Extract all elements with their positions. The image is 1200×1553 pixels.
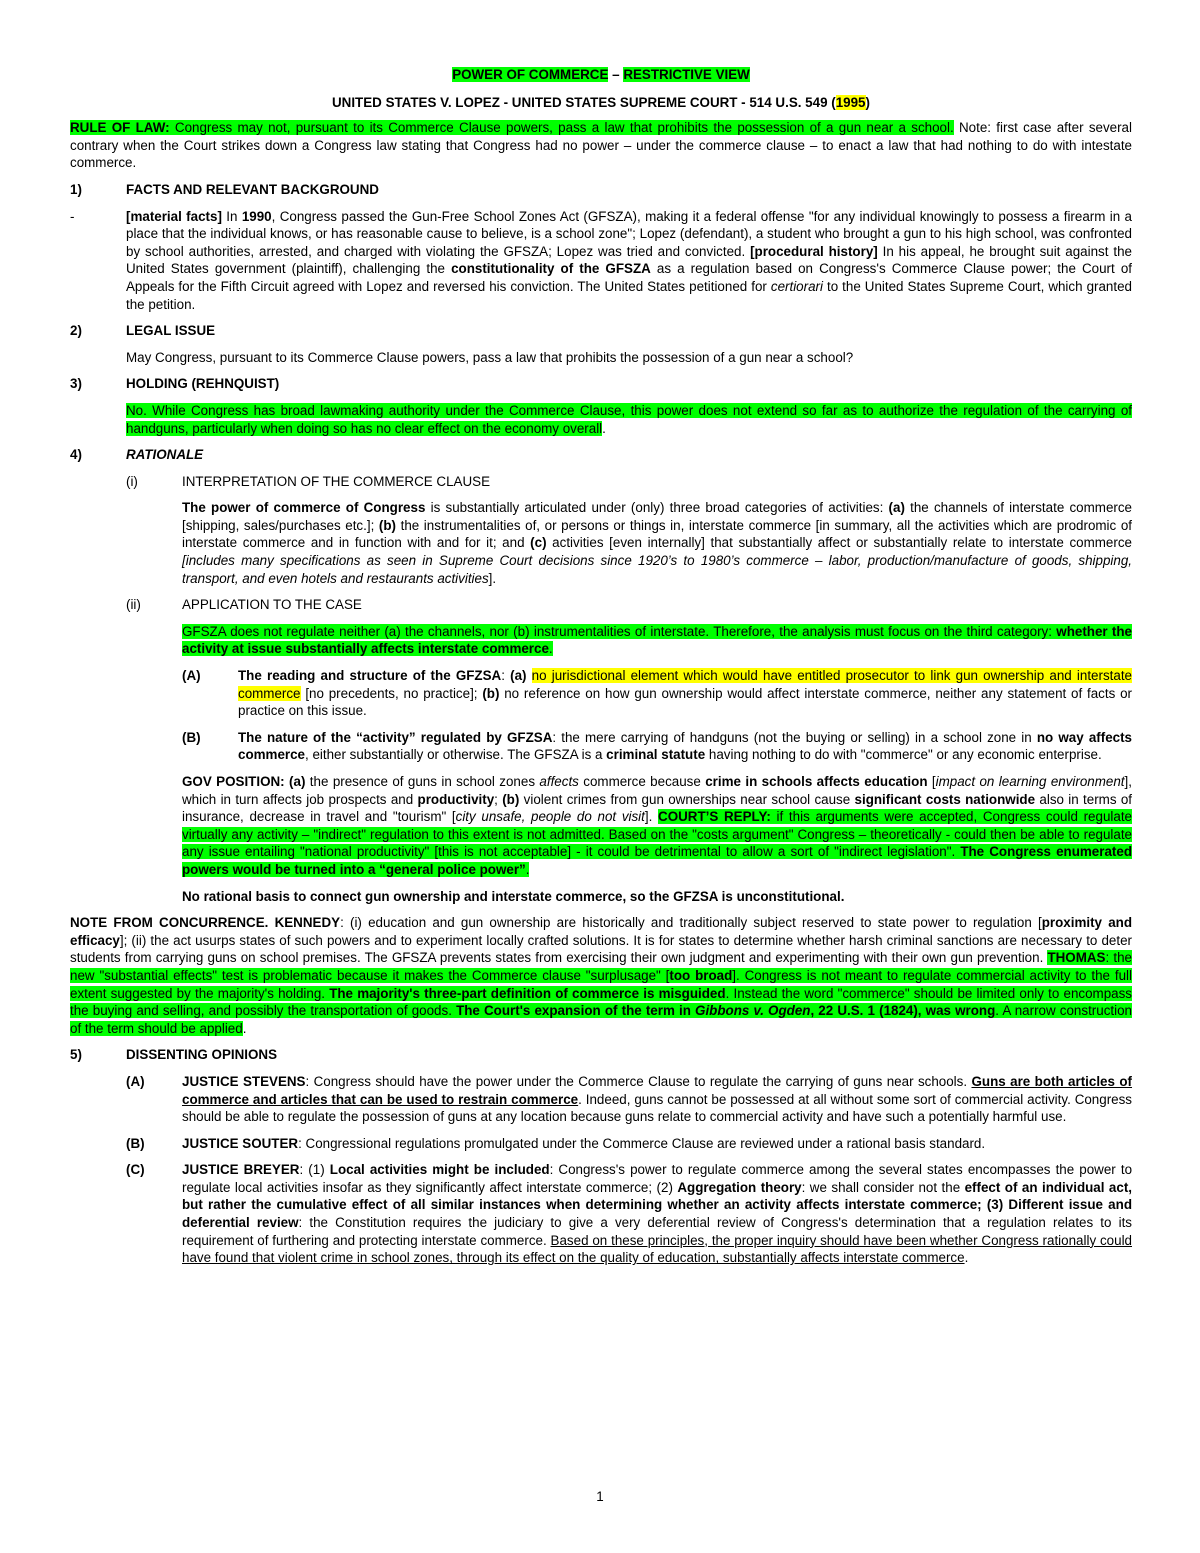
text-italic: [includes many specifications as seen in Supreme Court decisions since 1920’s to 1980’s commerce – labor, production/manufacture of goods, shipping, transport, and even hotels and restaurants activities [182,553,1132,586]
text-run: . Instead the word "commerce" should be limited only to encompass the buying and selling, and possibly the transportation of goods. [70,985,1132,1019]
text-run: : we shall consider not the [801,1179,965,1195]
text-bold: GOV POSITION: [182,774,285,789]
section-number: 4) [70,447,82,463]
text-run: [no precedents, no practice]; [300,685,483,701]
facts-text: In his appeal, he brought suit against the United States government (plaintiff), challenging the [126,243,1132,277]
concurrence-note [70,914,1132,1037]
text-run: GFSZA does not regulate neither (a) the channels, nor (b) instrumentalities of interstate. Therefore, the analysis must focus on the third category: [182,623,1057,639]
text-run [526,668,531,683]
rule-note: Note: first case after several contrary when the Court strikes down a Congress law stating that Congress had no power – under the commerce clause – to enact a law that had nothing to do with intestate commerce. [70,120,1132,171]
section-heading: RATIONALE [126,447,204,463]
holding-highlight: No. While Congress has broad lawmaking authority under the Commerce Clause, this power does not extend so far as to authorize the regulation of the carrying of handguns, particularly when doing so has no clear effect on the economy overall [126,402,1132,436]
section-rationale [70,446,1132,464]
dissent-b [126,1135,1132,1153]
document-page [70,66,1132,1267]
text-bold-italic: Gibbons v. Ogden [695,1003,811,1019]
facts-year: 1990 [241,208,272,224]
text-bold: The Court's expansion of the term in [456,1003,696,1019]
document-title [70,66,1132,84]
facts-bold: constitutionality of the GFSZA [451,261,651,277]
text-run: if this arguments were accepted, Congress could regulate virtually any activity – "indirect" regulation to this extent is not admitted. Based on the "costs argument" Congress – theoretically - could then be able to regulate any issue entailing "national productivity" [this is not acceptable] - it could be detrimental to allow a sort of "indirect legislation". [182,809,1132,860]
text-run: . [548,641,553,657]
rule-of-law [70,119,1132,172]
text-italic: affects [539,774,579,789]
text-run: . [964,1250,969,1266]
title-part-1: POWER OF COMMERCE [452,67,609,82]
text-run: : Congressional regulations promulgated under the Commerce Clause are reviewed under a rational basis standard. [298,1135,986,1151]
point-label: (B) [182,729,201,745]
holding-text [126,402,1132,437]
section-number: 1) [70,181,82,197]
holding-end: . [602,420,606,436]
text-bold: (b) [378,517,396,533]
text-run: . [525,861,530,877]
text-bold: NOTE FROM CONCURRENCE. KENNEDY [70,915,341,931]
conclusion: No rational basis to connect gun ownership and interstate commerce, so the GFZSA is unconstitutional. [182,888,845,904]
text-bold: significant costs nationwide [854,791,1036,807]
title-part-2: RESTRICTIVE VIEW [623,67,750,82]
case-name: UNITED STATES V. LOPEZ - UNITED STATES SUPREME COURT - 514 U.S. 549 ( [332,94,836,110]
text-bold: The nature of the “activity” regulated by GFZSA [238,729,553,745]
interpretation-text [182,499,1132,587]
facts-text: , Congress passed the Gun-Free School Zones Act (GFSZA), making it a federal offense "for any individual knowingly to possess a firearm in a place that the individual knows, or has reasonable cause to believe, is a school zone"; Lopez (defendant), a student who brought a gun to his high school, was confronted by school authorities, arrested, and charged with violating the GFSZA; Lopez was tried and convicted. [126,208,1132,259]
point-a [182,667,1132,720]
text-run: : Congress's power to regulate commerce among the several states encompasses the power to regulate local activities insofar as they significantly affect interstate commerce; (2) [182,1162,1133,1195]
section-facts [70,181,1132,199]
text-run: : (1) [299,1162,330,1178]
text-bold: Aggregation theory [677,1179,802,1195]
case-year: 1995 [835,94,866,110]
facts-text: In [221,208,242,224]
section-heading: HOLDING (REHNQUIST) [126,376,280,392]
bullet-dash: - [70,208,75,224]
text-bold: The majority's three-part definition of commerce is misguided [329,985,726,1001]
text-bold: The power of commerce of Congress [182,500,426,516]
text-bold: crime in schools affects education [705,774,928,789]
text-run: [ [927,774,936,789]
text-run: commerce because [578,774,706,789]
text-bold: JUSTICE SOUTER [182,1135,299,1151]
section-heading: LEGAL ISSUE [126,323,216,339]
text-run: : the Constitution requires the judiciary to give a very deferential review of Congress's determination that a regulation relates to its requirement of furthering and protecting interstate commerce. [182,1215,1132,1248]
section-legal-issue [70,322,1132,340]
subsection-heading: INTERPRETATION OF THE COMMERCE CLAUSE [182,473,491,489]
rule-label: RULE OF LAW: [70,120,170,136]
text-highlight-yellow: no jurisdictional element which would have entitled prosecutor to link gun ownership and interstate commerce [238,668,1132,701]
text-bold: The Congress enumerated powers would be turned into a “general police power” [182,844,1132,877]
text-bold: Local activities might be included [329,1162,550,1178]
facts-italic: certiorari [770,278,823,294]
title-separator: – [608,67,624,82]
section-heading: DISSENTING OPINIONS [126,1047,278,1063]
subsection-number: (ii) [126,597,141,613]
facts-text: to the United States Supreme Court, which granted the petition. [126,278,1132,312]
text-run: the instrumentalities of, or persons or things in, interstate commerce [in summary, all the activities which are prodromic of interstate commerce and in function with and for it; and [182,517,1132,551]
courts-reply-label: COURT’S REPLY: [658,809,771,825]
section-number: 5) [70,1047,82,1063]
text-bold: criminal statute [606,747,706,763]
text-run: also in terms of insurance, decrease in travel and "tourism" [ [182,791,1133,825]
page-number: 1 [596,1489,604,1504]
text-run: the channels of interstate commerce [shipping, sales/purchases etc.]; [182,500,1132,533]
text-run: . Indeed, guns cannot be possessed at all without some sort of commercial activity. Congress should be able to regulate the possession of guns at any location because guns relate to commercial activity and have such a potentially harmful use. [182,1091,1133,1125]
rule-text: Congress may not, pursuant to its Commerce Clause powers, pass a law that prohibits the possession of a gun near a school. [169,120,954,136]
text-bold: proximity and efficacy [70,915,1132,948]
text-underline: Based on these principles, the proper inquiry should have been whether Congress rationally could have found that violent crime in school zones, through its effect on the quality of education, substantially affects interstate commerce [182,1232,1133,1266]
text-run: , either substantially or otherwise. The GFSZA is a [305,747,607,763]
text-bold: The reading and structure of the GFZSA [238,668,502,684]
subsection-number: (i) [126,473,138,489]
text-run: having nothing to do with "commerce" or any economic enterprise. [705,747,1102,763]
point-label: (A) [126,1073,145,1089]
text-bold: too broad [669,967,733,983]
text-run: no reference on how gun ownership would affect interstate commerce, neither any statement of facts or practice on this issue. [238,685,1132,719]
text-run: : the mere carrying of handguns (not the buying or selling) in a school zone in [552,729,1037,745]
text-run: ]. [488,570,497,586]
text-run: violent crimes from gun ownerships near school cause [519,791,855,807]
point-b [182,729,1132,764]
text-run: ], which in turn affects job prospects and [182,774,1132,807]
facts-text: as a regulation based on Congress's Commerce Clause power; the Court of Appeals for the Fifth Circuit agreed with Lopez and reversed his conviction. The United States petitioned for [126,261,1132,294]
text-run: : (i) education and gun ownership are historically and traditionally subject reserved to state power to regulation [ [340,915,1042,931]
text-bold: (a) [888,500,905,516]
subsection-application [126,596,1132,614]
text-run: : [501,668,511,684]
text-run: . [242,1020,247,1036]
subsection-heading: APPLICATION TO THE CASE [182,597,362,613]
point-label: (B) [126,1135,145,1151]
point-label: (A) [182,668,201,684]
gov-position [182,773,1132,879]
text-bold: no way affects commerce [238,729,1133,763]
case-citation [70,94,1132,112]
text-run: ]; (ii) the act usurps states of such powers and to experiment locally crafted solutions. It is for states to determine whether harsh criminal sanctions are necessary to deter students from carrying guns on school premises. The GFSZA prevents states from exercising their own judgment and experimenting with their own gun prevention. [70,932,1132,966]
text-run: is substantially articulated under (only) three broad categories of activities: [425,500,889,516]
text-run: . A narrow construction of the term should be applied [70,1003,1132,1036]
text-run: ]. [644,809,659,825]
text-italic: impact on learning environment [935,774,1125,789]
dissent-c [126,1161,1132,1267]
text-bold-underline: Guns are both articles of commerce and articles that can be used to restrain commerce [182,1073,1133,1107]
text-bold: (b) [482,685,500,701]
text-bold: , 22 U.S. 1 (1824), was wrong [810,1003,996,1019]
text-run: ; [494,791,503,807]
section-number: 2) [70,323,82,339]
material-facts-label: [material facts] [126,208,222,224]
section-number: 3) [70,376,82,392]
subsection-interpretation [126,473,1132,491]
text-run: : Congress should have the power under the Commerce Clause to regulate the carrying of guns near schools. [305,1073,972,1089]
text-bold: JUSTICE STEVENS [182,1073,306,1089]
section-heading: FACTS AND RELEVANT BACKGROUND [126,181,379,197]
text-bold: JUSTICE BREYER [182,1162,300,1178]
section-holding [70,375,1132,393]
text-bold: (a) [289,774,306,789]
text-run: : the new "substantial effects" test is problematic because it makes the Commerce clause "surplusage" [ [70,950,1132,983]
text-bold: (c) [530,535,547,551]
text-bold: whether the activity at issue substantially affects interstate commerce [182,623,1133,657]
section-dissent [70,1046,1132,1064]
point-label: (C) [126,1162,145,1178]
legal-issue-text: May Congress, pursuant to its Commerce Clause powers, pass a law that prohibits the possession of a gun near a school? [126,349,854,365]
thomas-label: THOMAS [1047,950,1106,966]
case-close: ) [865,94,870,110]
application-text [182,623,1132,658]
text-bold: productivity [417,791,495,807]
text-run: ]. Congress is not meant to regulate commercial activity to the full extent suggested by the majority's holding. [70,967,1132,1001]
text-italic: city unsafe, people do not visit [455,809,645,825]
text-bold: effect of an individual act, but rather the cumulative effect of all similar instances when determining whether an activity affects interstate commerce; (3) Different issue and deferential review [182,1179,1133,1231]
text-run: activities [even internally] that substantially affect or substantially relate to interstate commerce [546,535,1132,551]
procedural-history-label: [procedural history] [750,243,878,259]
text-run: the presence of guns in school zones [305,774,540,789]
facts-paragraph [70,208,1132,314]
text-bold: (a) [510,668,527,684]
text-bold: (b) [502,791,520,807]
dissent-a [126,1073,1132,1126]
